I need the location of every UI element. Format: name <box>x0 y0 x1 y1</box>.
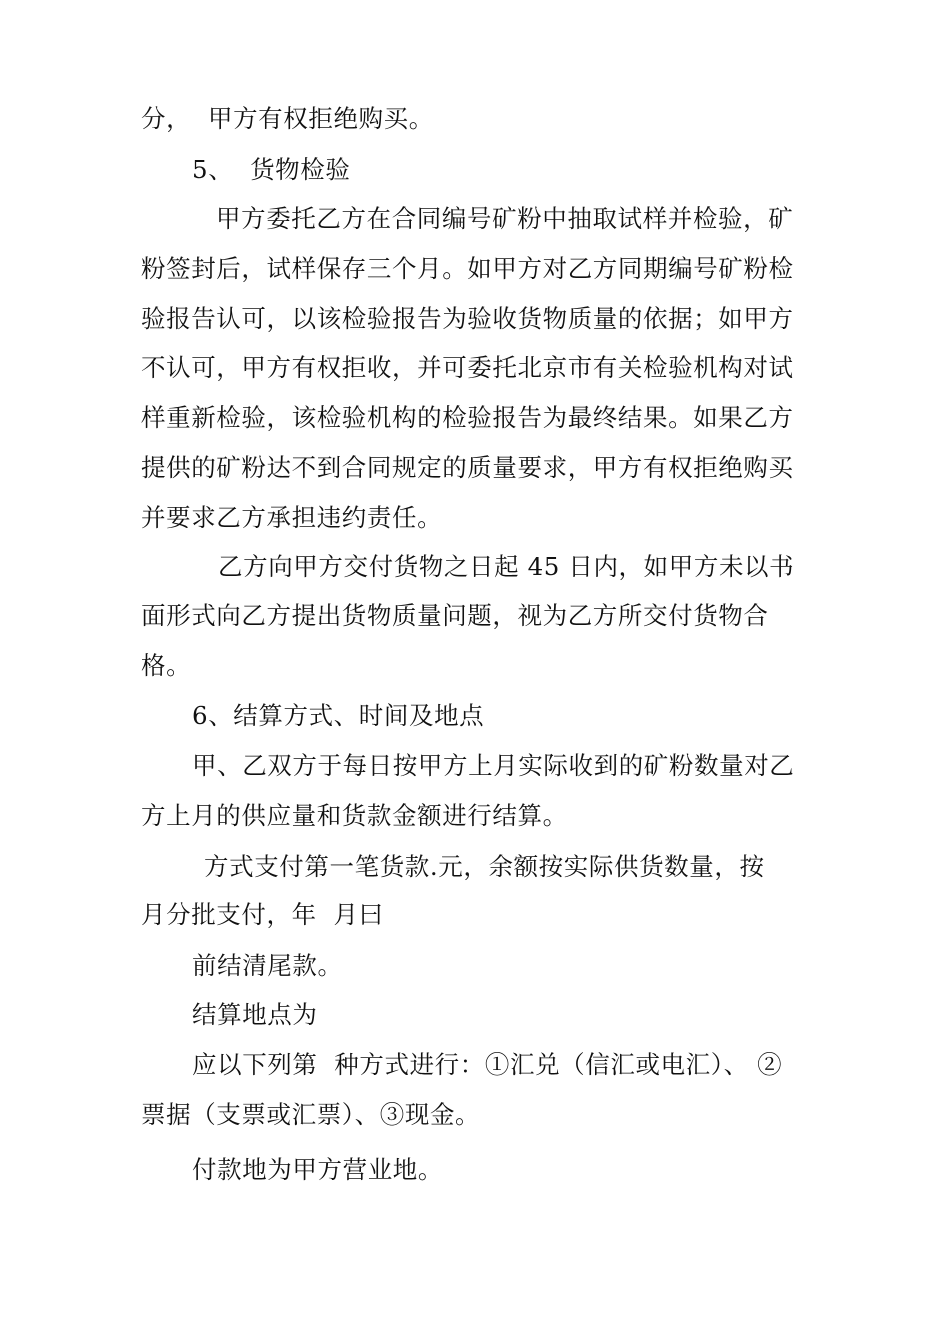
text-line: 付款地为甲方营业地。 <box>192 1155 443 1184</box>
text-line: 票据（支票或汇票）、③现金。 <box>141 1100 481 1129</box>
text-line: 甲、乙双方于每日按甲方上月实际收到的矿粉数量对乙 <box>192 751 795 780</box>
text-line: 乙方向甲方交付货物之日起 45 日内，如甲方未以书 <box>218 552 795 581</box>
section-heading: 6、结算方式、时间及地点 <box>192 701 485 730</box>
text-line: 验报告认可，以该检验报告为验收货物质量的依据；如甲方 <box>141 304 794 333</box>
text-line: 月分批支付，年 月曰 <box>141 900 384 929</box>
text-line: 面形式向乙方提出货物质量问题，视为乙方所交付货物合 <box>141 601 769 630</box>
text-line: 分， 甲方有权拒绝购买。 <box>141 104 434 133</box>
text-line: 提供的矿粉达不到合同规定的质量要求，甲方有权拒绝购买 <box>141 453 794 482</box>
text-line: 格。 <box>141 651 192 680</box>
text-line: 结算地点为 <box>192 1000 318 1029</box>
text-line: 方上月的供应量和货款金额进行结算。 <box>141 801 568 830</box>
text-line: 粉签封后，试样保存三个月。如甲方对乙方同期编号矿粉检 <box>141 254 794 283</box>
text-line: 甲方委托乙方在合同编号矿粉中抽取试样并检验，矿 <box>216 204 794 233</box>
text-line: 样重新检验，该检验机构的检验报告为最终结果。如果乙方 <box>141 403 794 432</box>
text-line: 并要求乙方承担违约责任。 <box>141 503 443 532</box>
text-line: 方式支付第一笔货款.元，余额按实际供货数量，按 <box>204 852 765 881</box>
section-heading: 5、 货物检验 <box>192 155 351 184</box>
text-line: 应以下列第 种方式进行：①汇兑（信汇或电汇）、 ② <box>192 1050 783 1079</box>
text-line: 不认可，甲方有权拒收，并可委托北京市有关检验机构对试 <box>141 353 794 382</box>
text-line: 前结清尾款。 <box>192 951 343 980</box>
